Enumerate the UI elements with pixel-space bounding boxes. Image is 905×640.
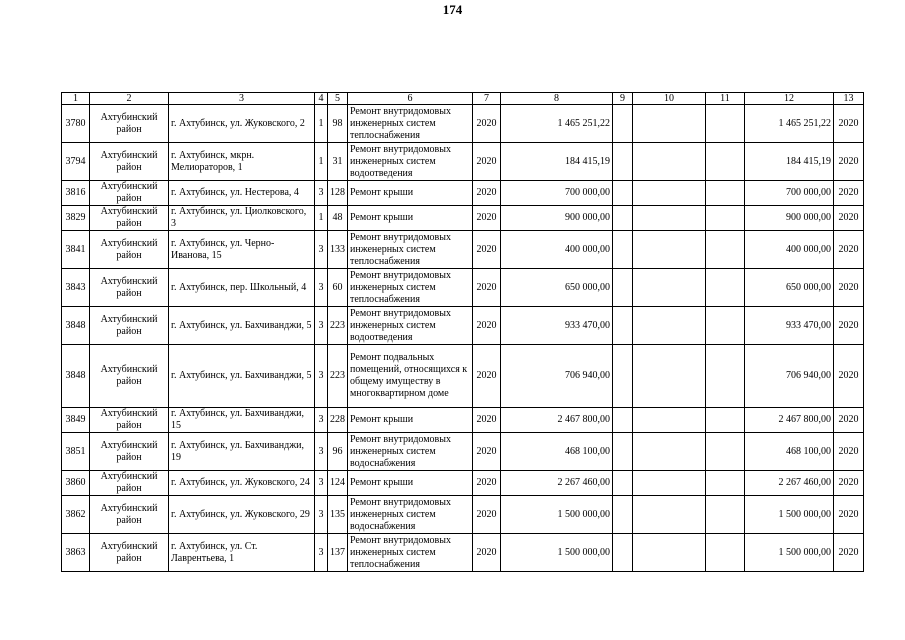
- cost-cell: 468 100,00: [501, 433, 613, 471]
- col4-cell: 3: [315, 408, 328, 433]
- col5-cell: 31: [328, 143, 348, 181]
- empty-cell: [613, 181, 633, 206]
- col5-cell: 98: [328, 105, 348, 143]
- cost-cell: 933 470,00: [501, 307, 613, 345]
- col4-cell: 1: [315, 206, 328, 231]
- empty-cell: [613, 269, 633, 307]
- column-header: 13: [834, 93, 864, 105]
- work-type-cell: Ремонт внутридомовых инженерных систем теплоснабжения: [348, 105, 473, 143]
- total-cell: 933 470,00: [745, 307, 834, 345]
- column-header: 6: [348, 93, 473, 105]
- year-cell: 2020: [473, 143, 501, 181]
- col4-cell: 3: [315, 231, 328, 269]
- empty-cell: [613, 471, 633, 496]
- table-row: [62, 345, 864, 408]
- empty-cell: [613, 534, 633, 572]
- address-cell: г. Ахтубинск, ул. Жуковского, 29: [169, 496, 315, 534]
- page-number: 174: [442, 2, 463, 17]
- table-row: [62, 269, 864, 307]
- address-cell: г. Ахтубинск, ул. Циолковского, 3: [169, 206, 315, 231]
- year-cell: 2020: [473, 496, 501, 534]
- col5-cell: 128: [328, 181, 348, 206]
- work-type-cell: Ремонт внутридомовых инженерных систем теплоснабжения: [348, 534, 473, 572]
- address-cell: г. Ахтубинск, пер. Школьный, 4: [169, 269, 315, 307]
- empty-cell: [706, 408, 745, 433]
- table-body: [62, 105, 864, 572]
- total-cell: 184 415,19: [745, 143, 834, 181]
- end-year-cell: 2020: [834, 231, 864, 269]
- total-cell: 400 000,00: [745, 231, 834, 269]
- work-type-cell: Ремонт внутридомовых инженерных систем теплоснабжения: [348, 231, 473, 269]
- col4-cell: 1: [315, 105, 328, 143]
- cost-cell: 650 000,00: [501, 269, 613, 307]
- empty-cell: [633, 231, 706, 269]
- end-year-cell: 2020: [834, 345, 864, 408]
- col4-cell: 3: [315, 433, 328, 471]
- address-cell: г. Ахтубинск, ул. Бахчиванджи, 19: [169, 433, 315, 471]
- col5-cell: 135: [328, 496, 348, 534]
- col5-cell: 137: [328, 534, 348, 572]
- empty-cell: [613, 496, 633, 534]
- column-header: 2: [90, 93, 169, 105]
- address-cell: г. Ахтубинск, ул. Нестерова, 4: [169, 181, 315, 206]
- end-year-cell: 2020: [834, 433, 864, 471]
- row-id: 3851: [62, 433, 90, 471]
- empty-cell: [633, 471, 706, 496]
- col4-cell: 3: [315, 471, 328, 496]
- column-header: 7: [473, 93, 501, 105]
- row-id: 3794: [62, 143, 90, 181]
- column-header: 5: [328, 93, 348, 105]
- end-year-cell: 2020: [834, 181, 864, 206]
- row-id: 3829: [62, 206, 90, 231]
- col4-cell: 3: [315, 269, 328, 307]
- column-header: 11: [706, 93, 745, 105]
- district-cell: Ахтубинский район: [90, 496, 169, 534]
- empty-cell: [613, 345, 633, 408]
- empty-cell: [613, 231, 633, 269]
- column-header: 9: [613, 93, 633, 105]
- table-row: [62, 231, 864, 269]
- col5-cell: 228: [328, 408, 348, 433]
- table-row: [62, 408, 864, 433]
- total-cell: 2 267 460,00: [745, 471, 834, 496]
- empty-cell: [633, 496, 706, 534]
- empty-cell: [633, 307, 706, 345]
- district-cell: Ахтубинский район: [90, 345, 169, 408]
- year-cell: 2020: [473, 269, 501, 307]
- empty-cell: [633, 269, 706, 307]
- end-year-cell: 2020: [834, 471, 864, 496]
- work-type-cell: Ремонт крыши: [348, 471, 473, 496]
- empty-cell: [613, 143, 633, 181]
- end-year-cell: 2020: [834, 269, 864, 307]
- address-cell: г. Ахтубинск, ул. Бахчиванджи, 15: [169, 408, 315, 433]
- header-row: [62, 93, 864, 105]
- empty-cell: [706, 181, 745, 206]
- end-year-cell: 2020: [834, 307, 864, 345]
- empty-cell: [633, 345, 706, 408]
- row-id: 3860: [62, 471, 90, 496]
- total-cell: 2 467 800,00: [745, 408, 834, 433]
- district-cell: Ахтубинский район: [90, 471, 169, 496]
- work-type-cell: Ремонт крыши: [348, 181, 473, 206]
- table-row: [62, 181, 864, 206]
- address-cell: г. Ахтубинск, ул. Черно-Иванова, 15: [169, 231, 315, 269]
- work-type-cell: Ремонт внутридомовых инженерных систем водоотведения: [348, 307, 473, 345]
- table-row: [62, 307, 864, 345]
- empty-cell: [706, 231, 745, 269]
- cost-cell: 1 500 000,00: [501, 534, 613, 572]
- district-cell: Ахтубинский район: [90, 105, 169, 143]
- table-row: [62, 105, 864, 143]
- empty-cell: [613, 307, 633, 345]
- cost-cell: 1 465 251,22: [501, 105, 613, 143]
- district-cell: Ахтубинский район: [90, 408, 169, 433]
- empty-cell: [613, 408, 633, 433]
- table-row: [62, 496, 864, 534]
- cost-cell: 706 940,00: [501, 345, 613, 408]
- end-year-cell: 2020: [834, 496, 864, 534]
- col4-cell: 3: [315, 496, 328, 534]
- address-cell: г. Ахтубинск, ул. Ст. Лаврентьева, 1: [169, 534, 315, 572]
- empty-cell: [706, 206, 745, 231]
- district-cell: Ахтубинский район: [90, 231, 169, 269]
- cost-cell: 2 267 460,00: [501, 471, 613, 496]
- empty-cell: [633, 143, 706, 181]
- table-row: [62, 471, 864, 496]
- col4-cell: 3: [315, 181, 328, 206]
- year-cell: 2020: [473, 534, 501, 572]
- address-cell: г. Ахтубинск, ул. Бахчиванджи, 5: [169, 307, 315, 345]
- total-cell: 900 000,00: [745, 206, 834, 231]
- cost-cell: 1 500 000,00: [501, 496, 613, 534]
- empty-cell: [706, 496, 745, 534]
- address-cell: г. Ахтубинск, ул. Жуковского, 24: [169, 471, 315, 496]
- cost-cell: 400 000,00: [501, 231, 613, 269]
- empty-cell: [706, 307, 745, 345]
- total-cell: 1 500 000,00: [745, 496, 834, 534]
- empty-cell: [706, 433, 745, 471]
- year-cell: 2020: [473, 408, 501, 433]
- col4-cell: 3: [315, 534, 328, 572]
- work-type-cell: Ремонт подвальных помещений, относящихся к общему имуществу в многоквартирном доме: [348, 345, 473, 408]
- end-year-cell: 2020: [834, 534, 864, 572]
- row-id: 3780: [62, 105, 90, 143]
- table-row: [62, 433, 864, 471]
- column-header: 4: [315, 93, 328, 105]
- end-year-cell: 2020: [834, 143, 864, 181]
- district-cell: Ахтубинский район: [90, 433, 169, 471]
- address-cell: г. Ахтубинск, ул. Жуковского, 2: [169, 105, 315, 143]
- row-id: 3849: [62, 408, 90, 433]
- col4-cell: 1: [315, 143, 328, 181]
- work-type-cell: Ремонт крыши: [348, 408, 473, 433]
- year-cell: 2020: [473, 181, 501, 206]
- col5-cell: 124: [328, 471, 348, 496]
- column-header: 8: [501, 93, 613, 105]
- col4-cell: 3: [315, 307, 328, 345]
- column-header: 10: [633, 93, 706, 105]
- column-header: 12: [745, 93, 834, 105]
- cost-cell: 184 415,19: [501, 143, 613, 181]
- col4-cell: 3: [315, 345, 328, 408]
- column-header: 1: [62, 93, 90, 105]
- year-cell: 2020: [473, 433, 501, 471]
- cost-cell: 2 467 800,00: [501, 408, 613, 433]
- work-type-cell: Ремонт внутридомовых инженерных систем водоснабжения: [348, 496, 473, 534]
- empty-cell: [613, 105, 633, 143]
- district-cell: Ахтубинский район: [90, 206, 169, 231]
- table-row: [62, 206, 864, 231]
- district-cell: Ахтубинский район: [90, 534, 169, 572]
- row-id: 3863: [62, 534, 90, 572]
- total-cell: 650 000,00: [745, 269, 834, 307]
- col5-cell: 223: [328, 345, 348, 408]
- work-type-cell: Ремонт крыши: [348, 206, 473, 231]
- empty-cell: [706, 471, 745, 496]
- table-row: [62, 534, 864, 572]
- col5-cell: 133: [328, 231, 348, 269]
- empty-cell: [706, 534, 745, 572]
- col5-cell: 96: [328, 433, 348, 471]
- district-cell: Ахтубинский район: [90, 143, 169, 181]
- year-cell: 2020: [473, 345, 501, 408]
- col5-cell: 223: [328, 307, 348, 345]
- row-id: 3843: [62, 269, 90, 307]
- address-cell: г. Ахтубинск, мкрн. Мелиораторов, 1: [169, 143, 315, 181]
- row-id: 3848: [62, 345, 90, 408]
- row-id: 3848: [62, 307, 90, 345]
- column-header: 3: [169, 93, 315, 105]
- total-cell: 468 100,00: [745, 433, 834, 471]
- address-cell: г. Ахтубинск, ул. Бахчиванджи, 5: [169, 345, 315, 408]
- year-cell: 2020: [473, 105, 501, 143]
- work-type-cell: Ремонт внутридомовых инженерных систем теплоснабжения: [348, 269, 473, 307]
- empty-cell: [706, 105, 745, 143]
- end-year-cell: 2020: [834, 408, 864, 433]
- empty-cell: [706, 143, 745, 181]
- total-cell: 706 940,00: [745, 345, 834, 408]
- district-cell: Ахтубинский район: [90, 269, 169, 307]
- cost-cell: 700 000,00: [501, 181, 613, 206]
- empty-cell: [706, 345, 745, 408]
- empty-cell: [633, 105, 706, 143]
- district-cell: Ахтубинский район: [90, 181, 169, 206]
- year-cell: 2020: [473, 307, 501, 345]
- total-cell: 700 000,00: [745, 181, 834, 206]
- cost-cell: 900 000,00: [501, 206, 613, 231]
- work-type-cell: Ремонт внутридомовых инженерных систем водоотведения: [348, 143, 473, 181]
- col5-cell: 60: [328, 269, 348, 307]
- total-cell: 1 465 251,22: [745, 105, 834, 143]
- empty-cell: [633, 206, 706, 231]
- empty-cell: [613, 206, 633, 231]
- empty-cell: [633, 408, 706, 433]
- year-cell: 2020: [473, 231, 501, 269]
- row-id: 3816: [62, 181, 90, 206]
- end-year-cell: 2020: [834, 105, 864, 143]
- total-cell: 1 500 000,00: [745, 534, 834, 572]
- empty-cell: [633, 534, 706, 572]
- year-cell: 2020: [473, 471, 501, 496]
- empty-cell: [706, 269, 745, 307]
- register-table: [61, 92, 864, 572]
- district-cell: Ахтубинский район: [90, 307, 169, 345]
- year-cell: 2020: [473, 206, 501, 231]
- empty-cell: [613, 433, 633, 471]
- row-id: 3841: [62, 231, 90, 269]
- col5-cell: 48: [328, 206, 348, 231]
- work-type-cell: Ремонт внутридомовых инженерных систем водоснабжения: [348, 433, 473, 471]
- row-id: 3862: [62, 496, 90, 534]
- empty-cell: [633, 181, 706, 206]
- table-row: [62, 143, 864, 181]
- empty-cell: [633, 433, 706, 471]
- end-year-cell: 2020: [834, 206, 864, 231]
